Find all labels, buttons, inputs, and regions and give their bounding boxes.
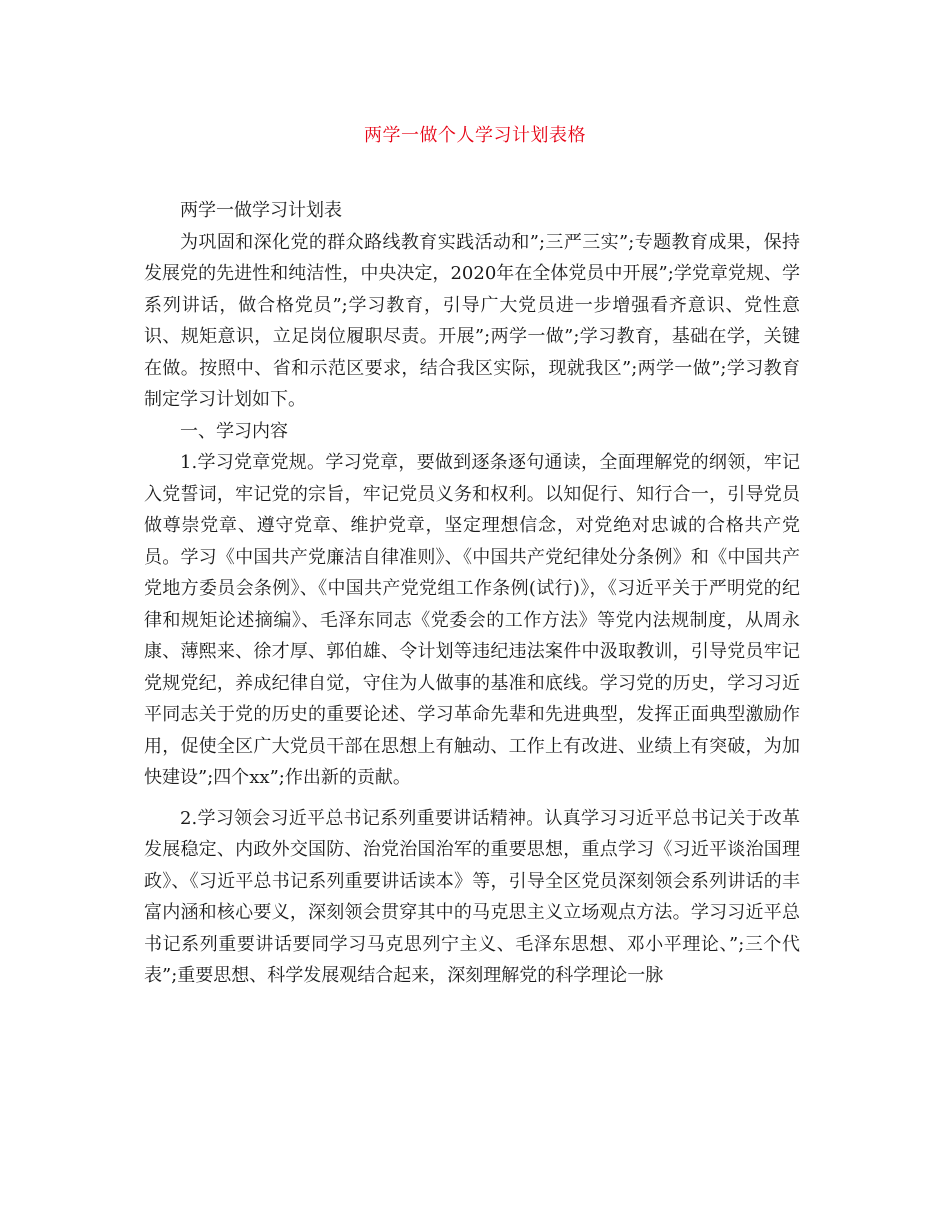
paragraph-item-2: 2.学习领会习近平总书记系列重要讲话精神。认真学习习近平总书记关于改革发展稳定、内政外交国防、治党治国治军的重要思想，重点学习《习近平谈治国理政》、《习近平总书记系列重要讲话读本》等，引导全区党员深刻领会系列讲话的丰富内涵和核心要义，深刻领会贯穿其中的马克思主义立场观点方法。学习习近平总书记系列重要讲话要同学习马克思列宁主义、毛泽东思想、邓小平理论、”;三个代表”;重要思想、科学发展观结合起来，深刻理解党的科学理论一脉: [144, 807, 800, 986]
section-heading: 一、学习内容: [180, 420, 288, 442]
paragraph-item-1: 1.学习党章党规。学习党章，要做到逐条逐句通读，全面理解党的纲领，牢记入党誓词，牢记党的宗旨，牢记党员义务和权利。以知促行、知行合一，引导党员做尊崇党章、遵守党章、维护党章，坚定理想信念，对党绝对忠诚的合格共产党员。学习《中国共产党廉洁自律准则》、《中国共产党纪律处分条例》和《中国共产党地方委员会条例》、《中国共产党党组工作条例(试行)》，《习近平关于严明党的纪律和规矩论述摘编》、毛泽东同志《党委会的工作方法》等党内法规制度，从周永康、薄熙来、徐才厚、郭伯雄、令计划等违纪违法案件中汲取教训，引导党员牢记党规党纪，养成纪律自觉，守住为人做事的基准和底线。学习党的历史，学习习近平同志关于党的历史的重要论述、学习革命先辈和先进典型，发挥正面典型激励作用，促使全区广大党员干部在思想上有触动、工作上有改进、业绩上有突破，为加快建设”;四个xx”;作出新的贡献。: [144, 452, 800, 788]
paragraph-intro: 为巩固和深化党的群众路线教育实践活动和”;三严三实”;专题教育成果，保持发展党的先进性和纯洁性，中央决定，2020年在全体党员中开展”;学党章党规、学系列讲话，做合格党员”;学习教育，引导广大党员进一步增强看齐意识、党性意识、规矩意识，立足岗位履职尽责。开展”;两学一做”;学习教育，基础在学，关键在做。按照中、省和示范区要求，结合我区实际，现就我区”;两学一做”;学习教育制定学习计划如下。: [144, 231, 800, 410]
document-body: [144, 195, 800, 992]
document-title: 两学一做个人学习计划表格: [364, 125, 586, 146]
section-heading: 两学一做学习计划表: [180, 200, 342, 221]
